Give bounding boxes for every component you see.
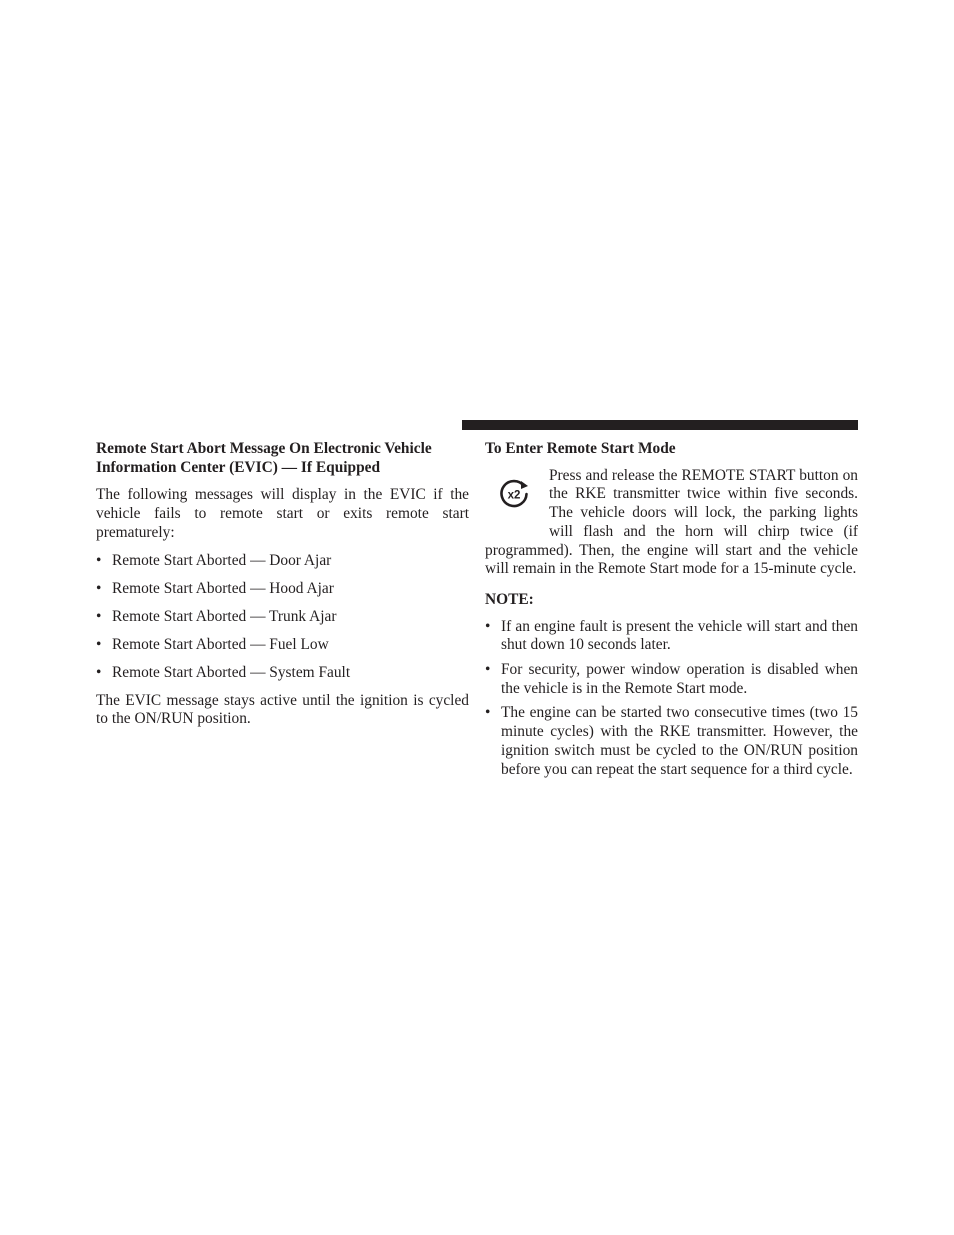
svg-text:x2: x2 [507, 489, 521, 502]
list-item-text: Remote Start Aborted — Hood Ajar [112, 579, 334, 597]
remote-start-instructions [485, 467, 858, 579]
note-label: NOTE: [485, 590, 534, 608]
list-item [485, 661, 858, 698]
list-item [96, 608, 469, 636]
list-item-text: If an engine fault is present the vehicle will start and then shut down 10 seconds later. [501, 617, 858, 654]
bullet-glyph: • [485, 704, 491, 722]
enter-remote-start-heading: To Enter Remote Start Mode [485, 440, 676, 457]
bullet-glyph: • [96, 635, 102, 653]
list-item [96, 552, 469, 580]
abort-outro-paragraph: The EVIC message stays active until the ignition is cycled to the ON/RUN position. [96, 691, 469, 728]
remote-start-instructions-text: Press and release the REMOTE START button on the RKE transmitter twice within five seconds. The vehicle doors will lock, the parking lights will flash and the horn will chirp twice (if programmed). Then, the engine will start and the vehicle will remain in the Remote Start mode for a 15-minute cycle. [485, 466, 858, 578]
section-divider-bar [462, 420, 858, 430]
list-item-text: Remote Start Aborted — Trunk Ajar [112, 607, 337, 625]
left-column [96, 438, 469, 729]
list-item [96, 664, 469, 692]
abort-message-list [96, 552, 469, 692]
bullet-glyph: • [96, 607, 102, 625]
bullet-glyph: • [96, 551, 102, 569]
list-item [96, 636, 469, 664]
note-list [485, 618, 858, 780]
abort-intro-paragraph: The following messages will display in the EVIC if the vehicle fails to remote start or exits remote start prematurely: [96, 486, 469, 541]
bullet-glyph: • [485, 617, 491, 635]
list-item-text: For security, power window operation is disabled when the vehicle is in the Remote Start mode. [501, 661, 858, 697]
list-item-text: Remote Start Aborted — System Fault [112, 663, 351, 681]
list-item [485, 704, 858, 779]
remote-start-x2-icon [485, 471, 543, 531]
list-item [96, 580, 469, 608]
bullet-glyph: • [96, 579, 102, 597]
bullet-glyph: • [485, 661, 491, 679]
bullet-glyph: • [96, 663, 102, 681]
list-item [485, 618, 858, 655]
abort-message-heading: Remote Start Abort Message On Electronic Vehicle Information Center (EVIC) — If Equipped [96, 440, 432, 476]
list-item-text: The engine can be started two consecutive times (two 15 minute cycles) with the RKE transmitter. However, the ignition switch must be cycled to the ON/RUN position before you can repeat the start sequence for a third cycle. [501, 704, 858, 778]
right-column [485, 438, 858, 785]
list-item-text: Remote Start Aborted — Door Ajar [112, 551, 332, 569]
list-item-text: Remote Start Aborted — Fuel Low [112, 635, 329, 653]
